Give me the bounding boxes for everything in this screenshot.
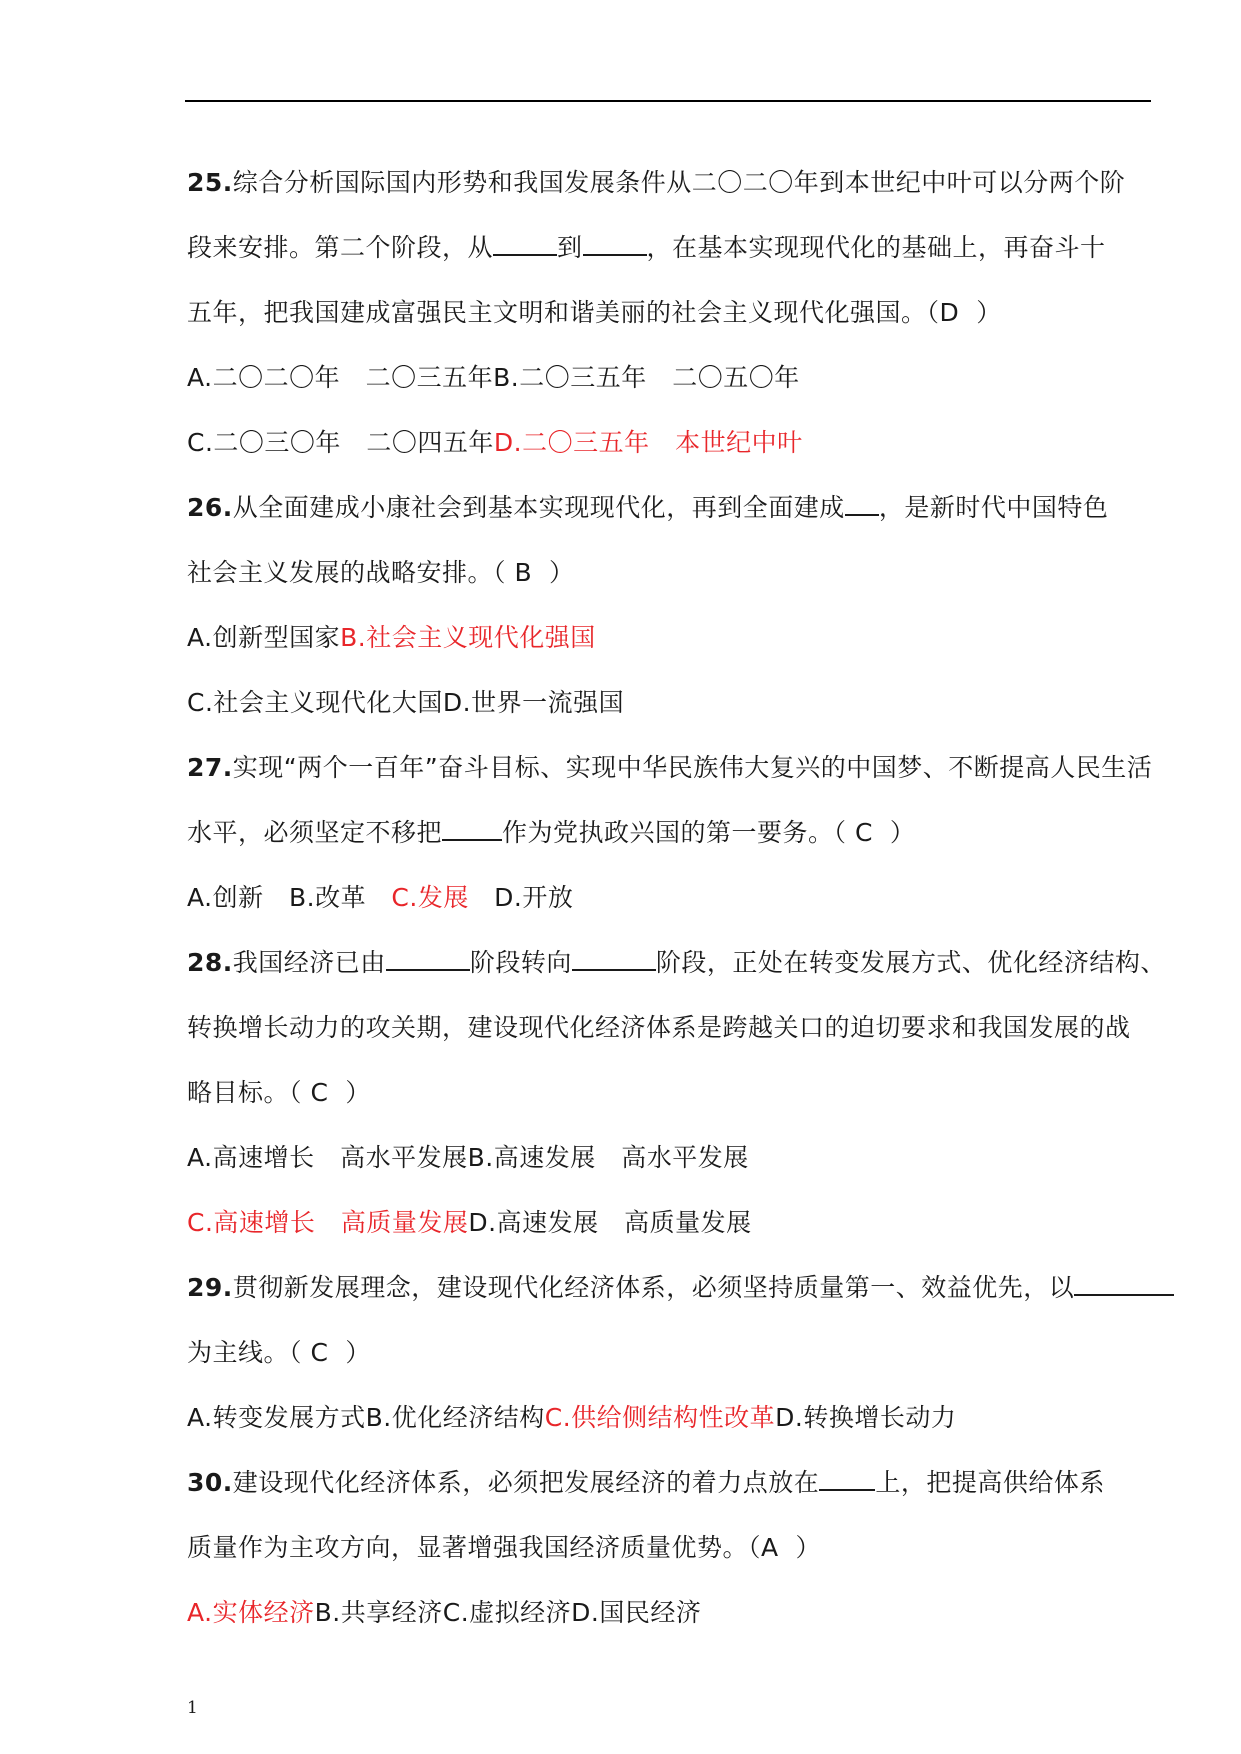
answer-blank (493, 228, 557, 256)
answer-blank (583, 228, 647, 256)
q26-line-1: 26.从全面建成小康社会到基本实现现代化，再到全面建成 ，是新时代中国特色 (187, 488, 1108, 528)
q30-option-a: A.实体经济 (187, 1598, 315, 1627)
q29-option-c: C.供给侧结构性改革 (544, 1403, 776, 1432)
answer-blank (819, 1463, 875, 1491)
q29-answer: C (310, 1338, 329, 1367)
q26-options-ab (187, 618, 596, 658)
q28-answer: C (310, 1078, 329, 1107)
answer-blank (386, 943, 470, 971)
q28-options-cd (187, 1203, 752, 1243)
q26-option-d: D.世界一流强国 (442, 688, 625, 717)
q25-line-2: 段来安排。第二个阶段，从 到 ，在基本实现现代化的基础上，再奋斗十 (187, 228, 1106, 268)
q27-option-a: A.创新 (187, 883, 264, 912)
q28-number: 28. (187, 948, 233, 977)
answer-blank (845, 488, 879, 516)
q30-line-2: 质量作为主攻方向，显著增强我国经济质量优势。（A ） (187, 1533, 822, 1562)
q25-line-1: 25.综合分析国际国内形势和我国发展条件从二〇二〇年到本世纪中叶可以分两个阶 (187, 168, 1126, 197)
q27-number: 27. (187, 753, 233, 782)
header-rule (185, 100, 1151, 102)
q26-option-b: B.社会主义现代化强国 (340, 623, 596, 652)
q29-number: 29. (187, 1273, 233, 1302)
page-number: 1 (187, 1698, 198, 1718)
q30-answer: A (761, 1533, 779, 1562)
q25-options-cd (187, 423, 803, 463)
q27-options (187, 878, 573, 918)
q28-option-c: C.高速增长 高质量发展 (187, 1208, 469, 1237)
q30-option-c: C.虚拟经济 (442, 1598, 572, 1627)
q26-number: 26. (187, 493, 233, 522)
q28-line-3: 略目标。（ C ） (187, 1078, 371, 1107)
q29-option-d: D.转换增长动力 (775, 1403, 957, 1432)
q25-option-d: D.二〇三五年 本世纪中叶 (493, 428, 803, 457)
q26-option-c: C.社会主义现代化大国 (187, 688, 443, 717)
q27-answer: C (854, 818, 873, 847)
q30-option-d: D.国民经济 (571, 1598, 702, 1627)
q25-option-a: A.二〇二〇年 二〇三五年 (187, 363, 494, 392)
q29-line-1: 29.贯彻新发展理念，建设现代化经济体系，必须坚持质量第一、效益优先，以 (187, 1268, 1174, 1308)
q25-answer: D (939, 298, 960, 327)
q26-options-cd (187, 683, 624, 723)
q27-option-b: B.改革 (288, 883, 367, 912)
q29-line-2: 为主线。（ C ） (187, 1338, 371, 1367)
q28-option-d: D.高速发展 高质量发展 (468, 1208, 752, 1237)
q27-option-d: D.开放 (494, 883, 574, 912)
answer-blank (572, 943, 656, 971)
q25-option-c: C.二〇三〇年 二〇四五年 (187, 428, 494, 457)
q26-option-a: A.创新型国家 (187, 623, 341, 652)
q29-option-a: A.转变发展方式 (187, 1403, 366, 1432)
q27-line-2: 水平，必须坚定不移把 作为党执政兴国的第一要务。（ C ） (187, 813, 915, 853)
q30-options (187, 1593, 701, 1633)
q27-option-c: C.发展 (391, 883, 469, 912)
q30-line-1: 30.建设现代化经济体系，必须把发展经济的着力点放在 上，把提高供给体系 (187, 1463, 1105, 1503)
q30-option-b: B.共享经济 (314, 1598, 443, 1627)
q25-option-b: B.二〇三五年 二〇五〇年 (493, 363, 800, 392)
q25-options-ab (187, 358, 800, 398)
q27-line-1: 27.实现“两个一百年”奋斗目标、实现中华民族伟大复兴的中国梦、不断提高人民生活 (187, 753, 1153, 782)
q28-options-ab (187, 1138, 749, 1178)
q30-number: 30. (187, 1468, 233, 1497)
q25-line-3: 五年，把我国建成富强民主文明和谐美丽的社会主义现代化强国。（D ） (187, 298, 1002, 327)
q26-line-2: 社会主义发展的战略安排。（ B ） (187, 558, 575, 587)
q29-option-b: B.优化经济结构 (365, 1403, 545, 1432)
q28-line-1: 28.我国经济已由 阶段转向 阶段，正处在转变发展方式、优化经济结构、 (187, 943, 1166, 983)
q25-number: 25. (187, 168, 233, 197)
q28-option-b: B.高速发展 高水平发展 (467, 1143, 749, 1172)
answer-blank (442, 813, 502, 841)
answer-blank (1074, 1268, 1174, 1296)
q26-answer: B (514, 558, 533, 587)
q28-option-a: A.高速增长 高水平发展 (187, 1143, 468, 1172)
q28-line-2: 转换增长动力的攻关期，建设现代化经济体系是跨越关口的迫切要求和我国发展的战 (187, 1013, 1131, 1042)
q29-options (187, 1398, 956, 1438)
